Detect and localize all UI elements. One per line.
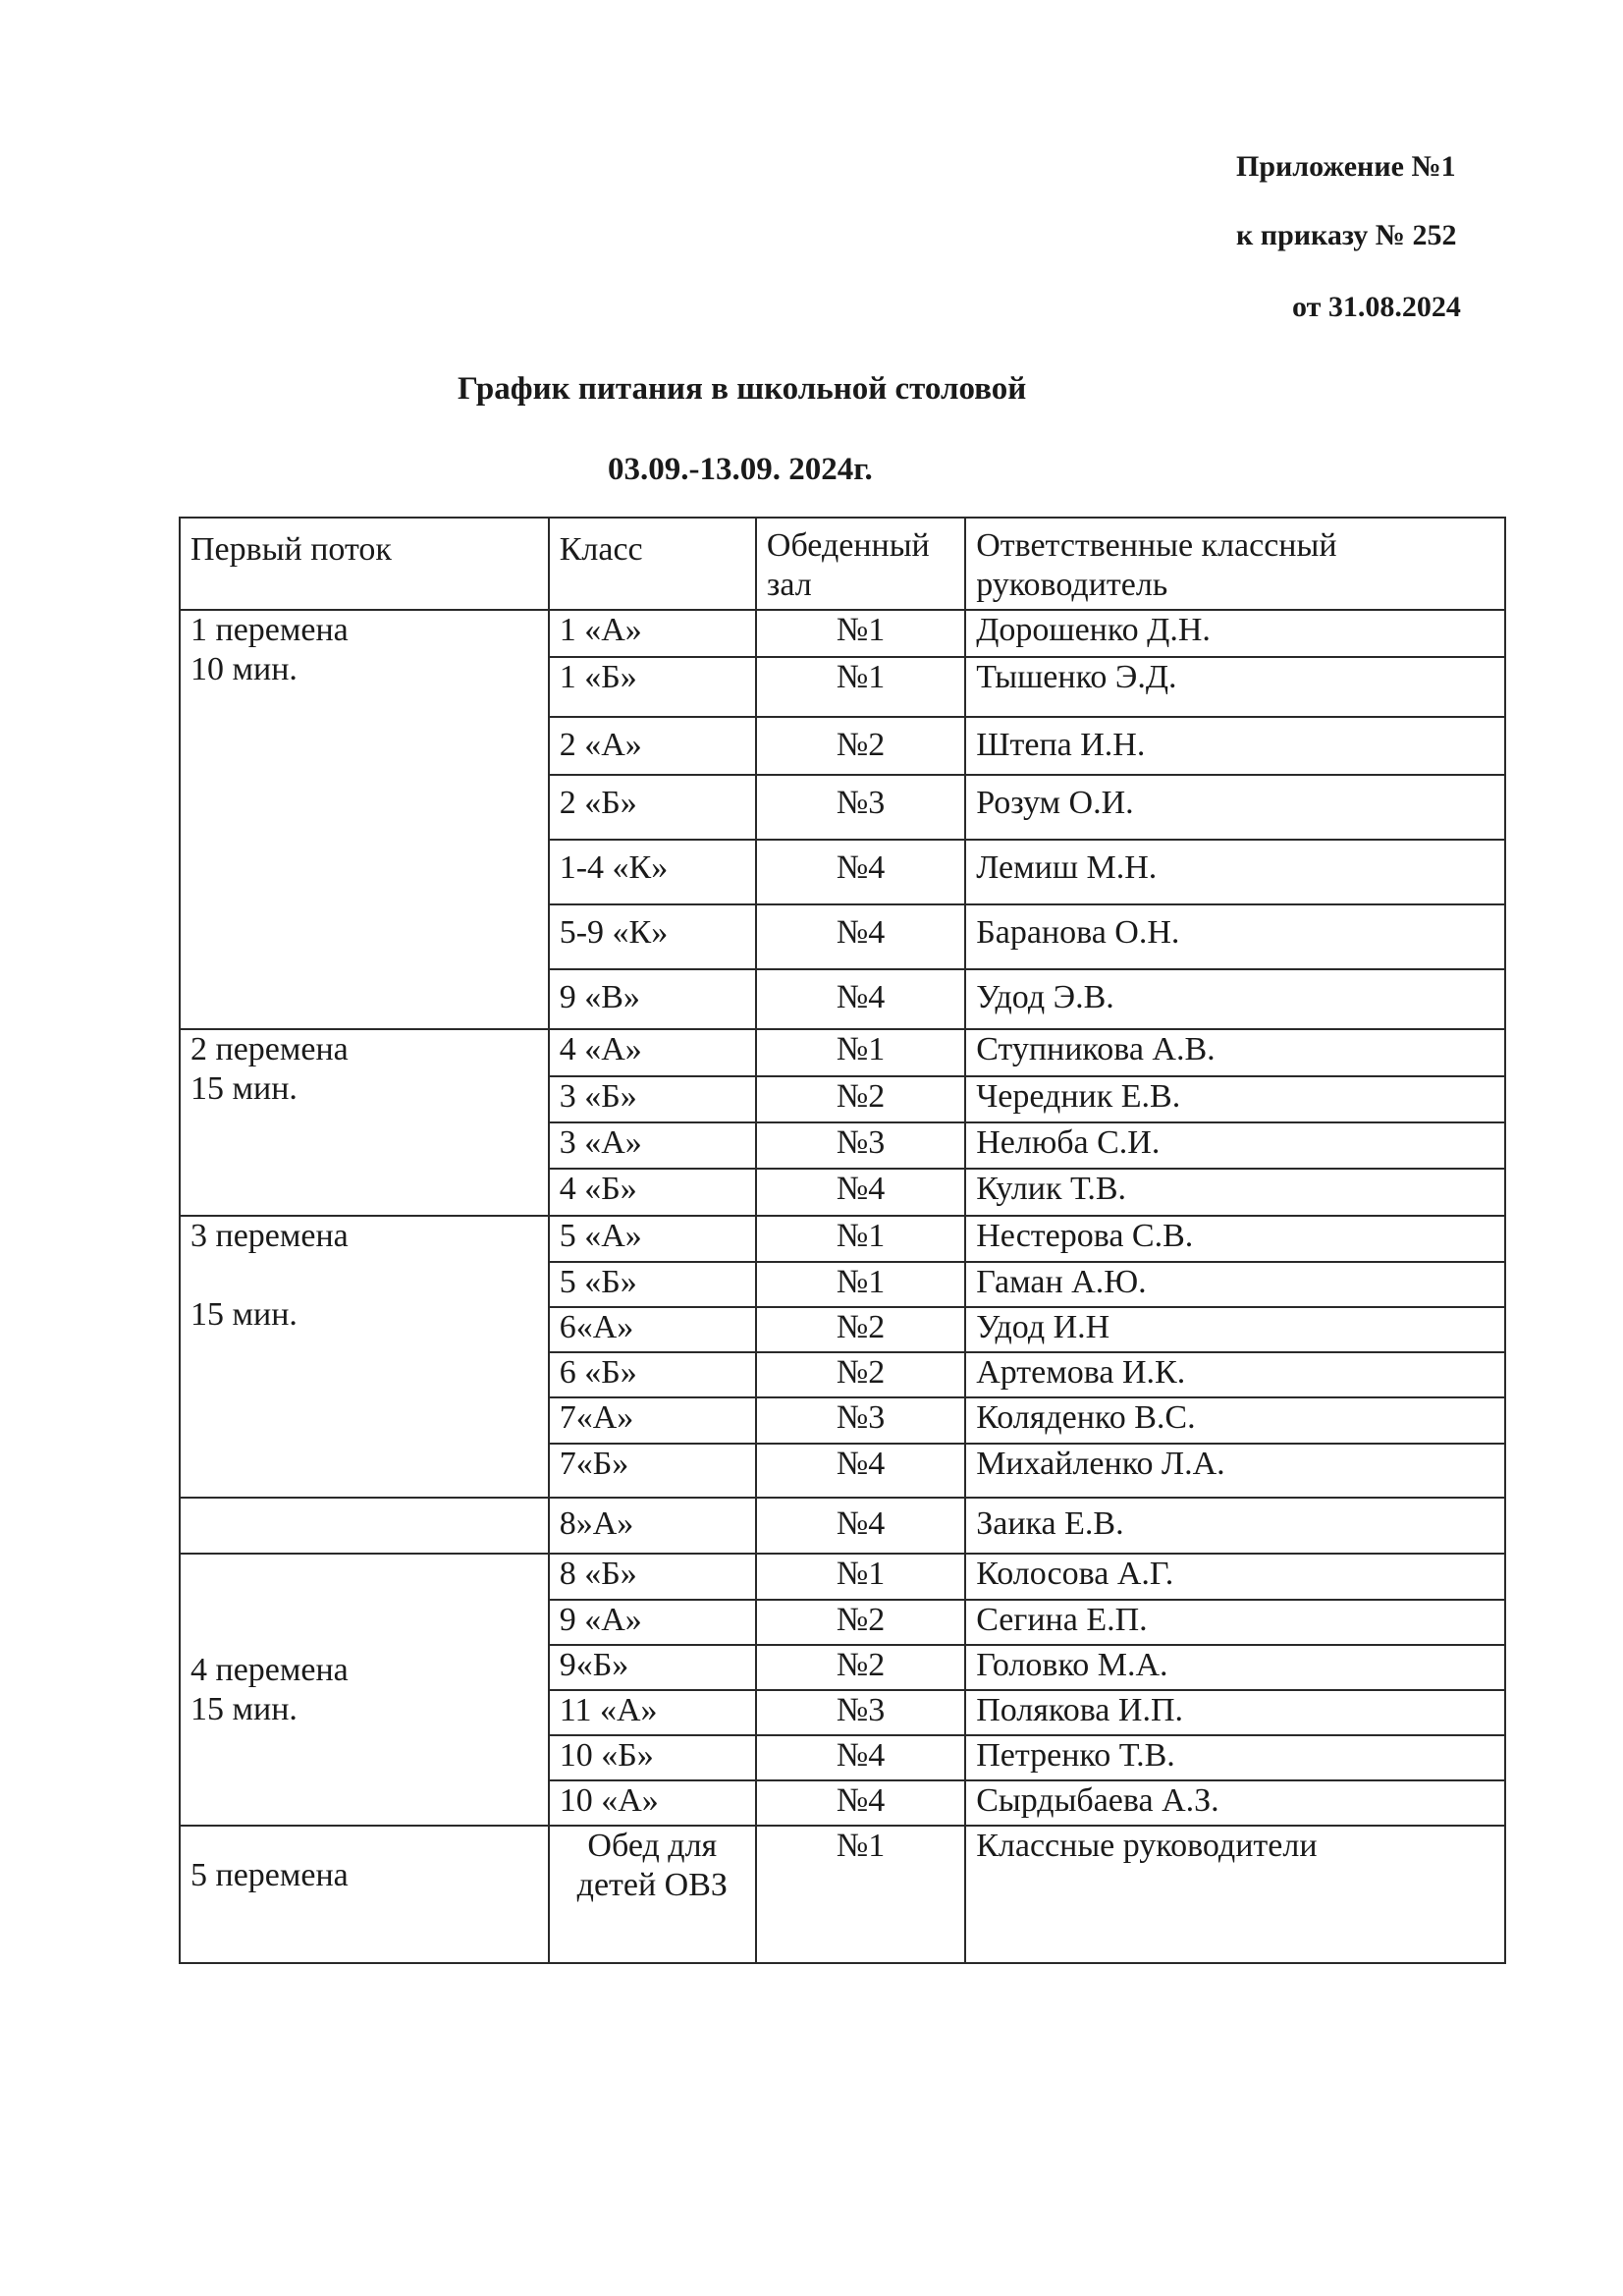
responsible-cell: Лемиш М.Н. (965, 840, 1505, 904)
table-row (180, 1554, 1505, 1600)
period-name: 5 перемена (190, 1857, 349, 1893)
annex-number: Приложение №1 (1236, 150, 1456, 183)
hall-cell: №4 (756, 840, 965, 904)
period-name: 3 перемена (190, 1218, 349, 1254)
responsible-cell: Удод Э.В. (965, 969, 1505, 1029)
table-row (180, 1826, 1505, 1963)
hall-cell: №1 (756, 657, 965, 717)
responsible-cell: Нестерова С.В. (965, 1216, 1505, 1262)
period-name: 2 перемена (190, 1031, 349, 1067)
responsible-cell: Дорошенко Д.Н. (965, 610, 1505, 657)
hall-cell: №2 (756, 1307, 965, 1352)
responsible-cell: Кулик Т.В. (965, 1169, 1505, 1216)
class-cell: 6«А» (549, 1307, 756, 1352)
period-duration: 15 мин. (190, 1070, 298, 1107)
responsible-cell: Ступникова А.В. (965, 1029, 1505, 1076)
table-row (180, 1216, 1505, 1262)
responsible-cell: Сегина Е.П. (965, 1600, 1505, 1645)
hall-cell: №4 (756, 1780, 965, 1826)
hall-cell: №4 (756, 1498, 965, 1554)
period-duration: 10 мин. (190, 651, 298, 687)
hall-cell: №1 (756, 1216, 965, 1262)
hall-cell: №1 (756, 610, 965, 657)
period-name: 4 перемена (190, 1651, 349, 1688)
table-row (180, 610, 1505, 657)
hall-cell: №4 (756, 1735, 965, 1780)
class-cell: 10 «Б» (549, 1735, 756, 1780)
responsible-cell: Штепа И.Н. (965, 717, 1505, 775)
responsible-cell: Колосова А.Г. (965, 1554, 1505, 1600)
order-date: от 31.08.2024 (1292, 291, 1461, 323)
class-cell: 5 «А» (549, 1216, 756, 1262)
period-cell (180, 1826, 549, 1963)
responsible-cell: Классные руководители (965, 1826, 1505, 1963)
period-duration: 15 мин. (190, 1296, 298, 1333)
hall-cell: №2 (756, 1352, 965, 1397)
table-header (180, 518, 1505, 610)
hall-cell: №1 (756, 1554, 965, 1600)
class-cell: 11 «А» (549, 1690, 756, 1735)
header-period: Первый поток (180, 518, 549, 610)
hall-cell: №4 (756, 904, 965, 969)
responsible-cell: Нелюба С.И. (965, 1122, 1505, 1169)
class-cell: 7«А» (549, 1397, 756, 1444)
header-class: Класс (549, 518, 756, 610)
class-cell: 10 «А» (549, 1780, 756, 1826)
hall-cell: №1 (756, 1262, 965, 1307)
hall-cell: №4 (756, 1169, 965, 1216)
responsible-cell: Коляденко В.С. (965, 1397, 1505, 1444)
table-row (180, 1029, 1505, 1076)
hall-cell: №4 (756, 969, 965, 1029)
header-hall: Обеденный зал (756, 518, 965, 610)
hall-cell: №3 (756, 1397, 965, 1444)
class-cell: 1-4 «К» (549, 840, 756, 904)
hall-cell: №4 (756, 1444, 965, 1498)
responsible-cell: Тышенко Э.Д. (965, 657, 1505, 717)
period-cell (180, 610, 549, 1029)
class-cell: 2 «Б» (549, 775, 756, 840)
class-cell: 1 «А» (549, 610, 756, 657)
responsible-cell: Полякова И.П. (965, 1690, 1505, 1735)
class-cell: 8»А» (549, 1498, 756, 1554)
class-cell: 1 «Б» (549, 657, 756, 717)
order-number: к приказу № 252 (1236, 219, 1457, 251)
class-cell: 3 «Б» (549, 1076, 756, 1122)
class-cell: 8 «Б» (549, 1554, 756, 1600)
period-cell (180, 1029, 549, 1216)
responsible-cell: Михайленко Л.А. (965, 1444, 1505, 1498)
table-header-row (180, 518, 1505, 610)
hall-cell: №3 (756, 1122, 965, 1169)
hall-cell: №2 (756, 1645, 965, 1690)
responsible-cell: Сырдыбаева А.З. (965, 1780, 1505, 1826)
period-cell (180, 1554, 549, 1826)
class-cell: 9«Б» (549, 1645, 756, 1690)
period-cell (180, 1498, 549, 1554)
responsible-cell: Артемова И.К. (965, 1352, 1505, 1397)
meal-schedule-table (179, 517, 1506, 1964)
hall-cell: №3 (756, 1690, 965, 1735)
responsible-cell: Гаман А.Ю. (965, 1262, 1505, 1307)
class-cell: Обед для детей ОВЗ (549, 1826, 756, 1963)
period-duration: 15 мин. (190, 1690, 298, 1727)
class-cell: 9 «А» (549, 1600, 756, 1645)
document-title: График питания в школьной столовой (458, 371, 1027, 407)
class-cell: 4 «Б» (549, 1169, 756, 1216)
class-cell: 6 «Б» (549, 1352, 756, 1397)
hall-cell: №2 (756, 1076, 965, 1122)
responsible-cell: Розум О.И. (965, 775, 1505, 840)
hall-cell: №1 (756, 1826, 965, 1963)
hall-cell: №2 (756, 1600, 965, 1645)
header-responsible: Ответственные классный руководитель (965, 518, 1505, 610)
class-cell: 5 «Б» (549, 1262, 756, 1307)
period-name: 1 перемена (190, 612, 349, 648)
hall-cell: №1 (756, 1029, 965, 1076)
responsible-cell: Чередник Е.В. (965, 1076, 1505, 1122)
responsible-cell: Петренко Т.В. (965, 1735, 1505, 1780)
class-cell: 2 «А» (549, 717, 756, 775)
class-cell: 4 «А» (549, 1029, 756, 1076)
responsible-cell: Заика Е.В. (965, 1498, 1505, 1554)
class-cell: 3 «А» (549, 1122, 756, 1169)
responsible-cell: Головко М.А. (965, 1645, 1505, 1690)
responsible-cell: Удод И.Н (965, 1307, 1505, 1352)
hall-cell: №2 (756, 717, 965, 775)
period-cell (180, 1216, 549, 1498)
class-cell: 5-9 «К» (549, 904, 756, 969)
responsible-cell: Баранова О.Н. (965, 904, 1505, 969)
document-date-range: 03.09.-13.09. 2024г. (608, 452, 873, 487)
table-row (180, 1498, 1505, 1554)
hall-cell: №3 (756, 775, 965, 840)
table-body (180, 610, 1505, 1963)
class-cell: 7«Б» (549, 1444, 756, 1498)
class-cell: 9 «В» (549, 969, 756, 1029)
